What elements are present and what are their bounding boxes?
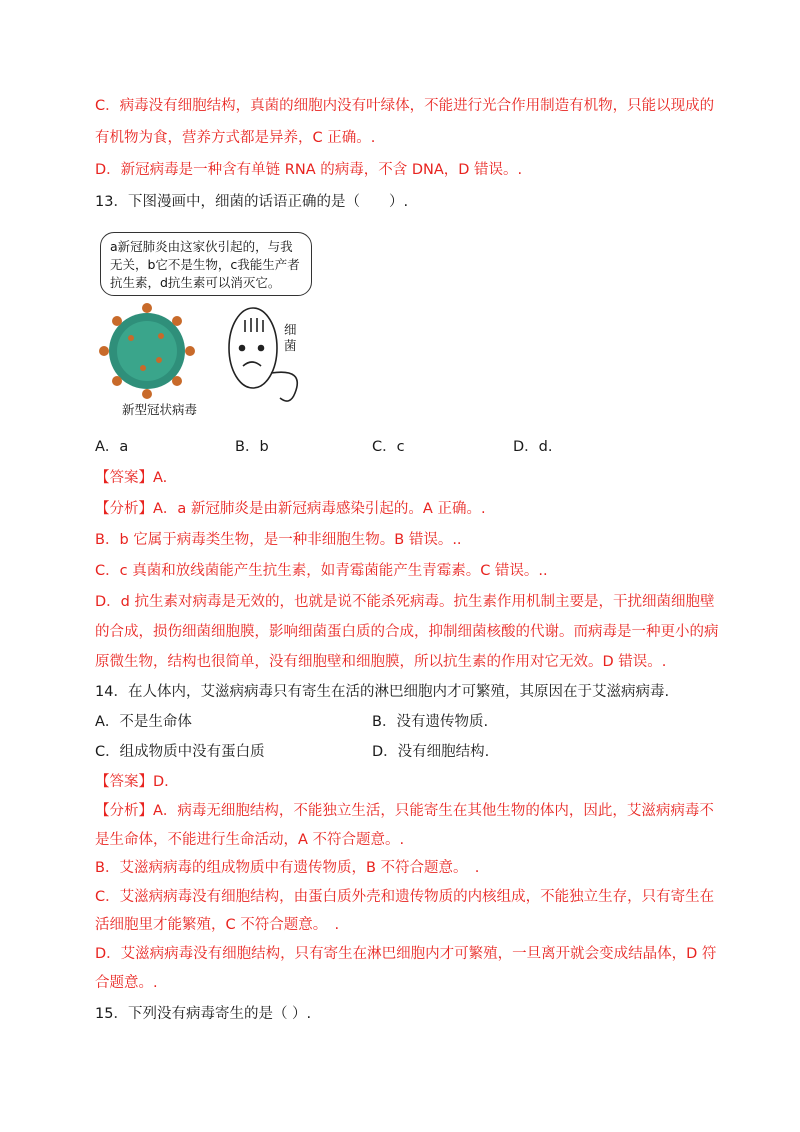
analysis-line: 合题意。.: [95, 975, 158, 991]
analysis-line: D．艾滋病病毒没有细胞结构，只有寄生在淋巴细胞内才可繁殖，一旦离开就会变成结晶体，D 符: [95, 946, 717, 962]
bubble-line: 无关，b它不是生物，c我能生产者: [110, 257, 300, 272]
bubble-line: a新冠肺炎由这家伙引起的，与我: [110, 239, 293, 254]
option-a: A．不是生命体: [95, 714, 192, 730]
option-b: B．没有遗传物质.: [372, 714, 489, 730]
question-15: 15．下列没有病毒寄生的是（ ）.: [95, 1006, 312, 1022]
answer-13: 【答案】A.: [95, 470, 168, 486]
question-13: 13．下图漫画中，细菌的话语正确的是（ ）.: [95, 194, 409, 210]
question-14: 14．在人体内，艾滋病病毒只有寄生在活的淋巴细胞内才可繁殖，其原因在于艾滋病病毒.: [95, 684, 670, 700]
option-b: B．b: [235, 439, 269, 455]
option-a: A．a: [95, 439, 129, 455]
analysis-line: 有机物为食，营养方式都是异养，C 正确。.: [95, 130, 376, 146]
coronavirus-image: [99, 303, 195, 399]
analysis-line: C．艾滋病病毒没有细胞结构，由蛋白质外壳和遗传物质的内核组成，不能独立生存，只有寄生在: [95, 889, 715, 905]
option-c: C．c: [372, 439, 405, 455]
analysis-line: 【分析】A．a 新冠肺炎是由新冠病毒感染引起的。A 正确。.: [95, 501, 486, 517]
answer-14: 【答案】D.: [95, 774, 169, 790]
analysis-line: C．病毒没有细胞结构，真菌的细胞内没有叶绿体，不能进行光合作用制造有机物，只能以现成的: [95, 98, 715, 114]
analysis-line: B．艾滋病病毒的组成物质中有遗传物质，B 不符合题意。 .: [95, 860, 480, 876]
bacterium-label: 细 菌: [284, 322, 297, 353]
analysis-line: 的合成，损伤细菌细胞膜，影响细菌蛋白质的合成，抑制细菌核酸的代谢。而病毒是一种更小的病: [95, 624, 719, 640]
analysis-line: D．d 抗生素对病毒是无效的，也就是说不能杀死病毒。抗生素作用机制主要是，干扰细菌细胞壁: [95, 594, 715, 610]
analysis-line: 是生命体，不能进行生命活动，A 不符合题意。.: [95, 832, 405, 848]
analysis-line: 原微生物，结构也很简单，没有细胞壁和细胞膜，所以抗生素的作用对它无效。D 错误。.: [95, 654, 667, 670]
option-d: D．没有细胞结构.: [372, 744, 490, 760]
option-d: D．d.: [513, 439, 553, 455]
option-c: C．组成物质中没有蛋白质: [95, 744, 265, 760]
analysis-line: B．b 它属于病毒类生物，是一种非细胞生物。B 错误。..: [95, 532, 462, 548]
analysis-line: C．c 真菌和放线菌能产生抗生素，如青霉菌能产生青霉素。C 错误。..: [95, 563, 548, 579]
analysis-line: 【分析】A．病毒无细胞结构，不能独立生活，只能寄生在其他生物的体内，因此，艾滋病病毒不: [95, 803, 714, 819]
figure-caption: 新型冠状病毒: [122, 402, 198, 417]
analysis-line: 活细胞里才能繁殖，C 不符合题意。 .: [95, 917, 340, 933]
bubble-line: 抗生素，d抗生素可以消灭它。: [110, 275, 281, 290]
analysis-line: D．新冠病毒是一种含有单链 RNA 的病毒，不含 DNA，D 错误。.: [95, 162, 523, 178]
